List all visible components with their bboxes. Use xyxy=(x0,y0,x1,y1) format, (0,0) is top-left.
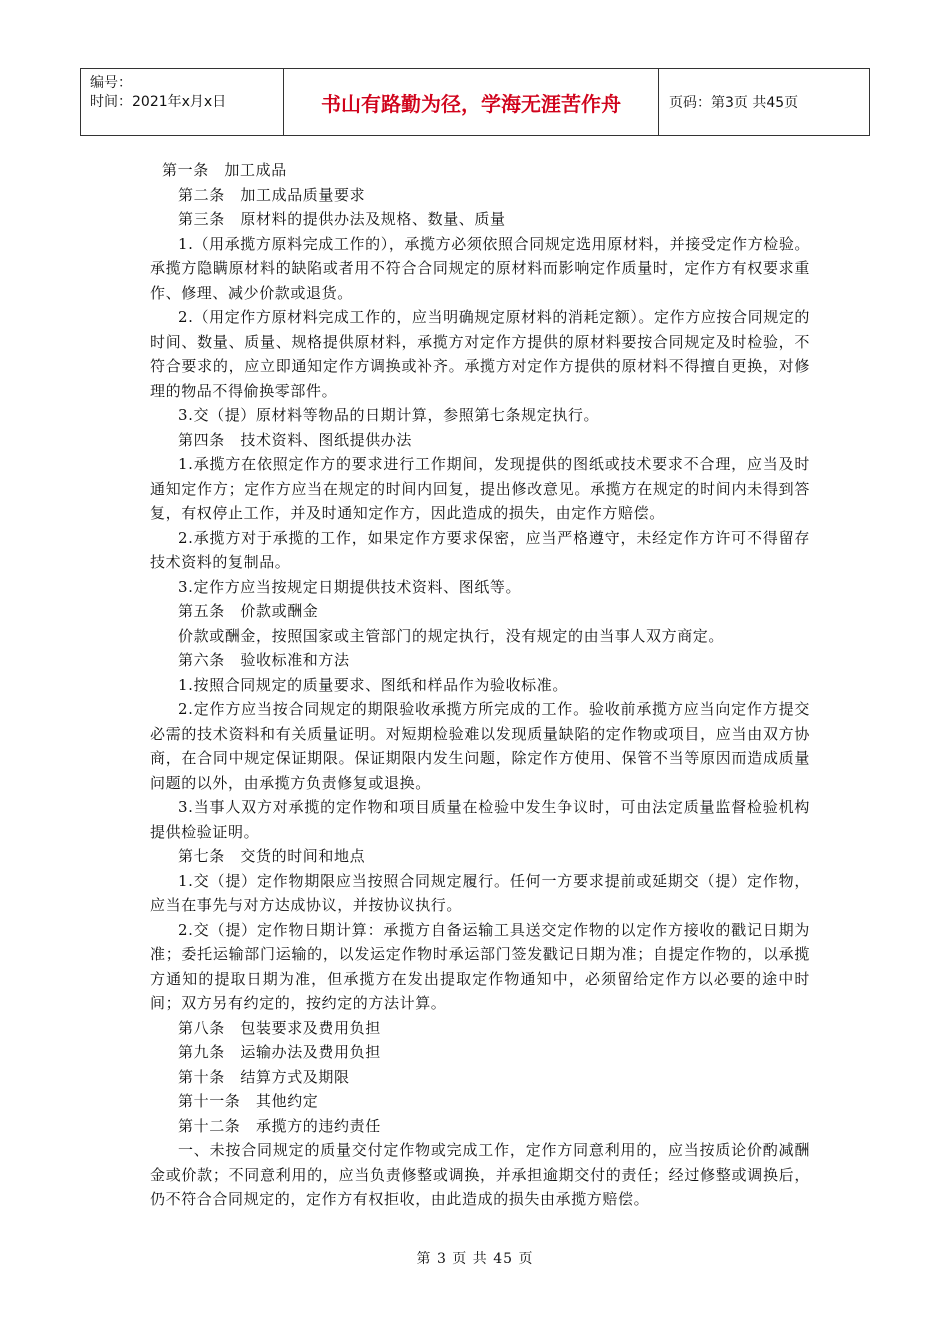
paragraph: 第九条 运输办法及费用负担 xyxy=(178,1043,381,1061)
paragraph: 第十条 结算方式及期限 xyxy=(178,1067,350,1086)
paragraph: 第八条 包装要求及费用负担 xyxy=(178,1018,381,1037)
paragraph: 3.当事人双方对承揽的定作物和项目质量在检验中发生争议时，可由法定质量监督检验机构提供检验证明。 xyxy=(150,798,810,841)
paragraph: 1.按照合同规定的质量要求、图纸和样品作为验收标准。 xyxy=(178,675,568,694)
paragraph: 3.定作方应当按规定日期提供技术资料、图纸等。 xyxy=(178,577,522,596)
paragraph: 一、未按合同规定的质量交付定作物或完成工作，定作方同意利用的，应当按质论价酌减酬金或价款；不同意利用的，应当负责修整或调换，并承担逾期交付的责任；经过修整或调换后，仍不符合合同规定的，定作方有权拒收，由此造成的损失由承揽方赔偿。 xyxy=(150,1141,810,1208)
paragraph: 第一条 加工成品 xyxy=(162,161,287,179)
page-header xyxy=(80,68,870,136)
paragraph: 1.承揽方在依照定作方的要求进行工作期间，发现提供的图纸或技术要求不合理，应当及时通知定作方；定作方应当在规定的时间内回复，提出修改意见。承揽方在规定的时间内未得到答复，有权停止工作，并及时通知定作方，因此造成的损失，由定作方赔偿。 xyxy=(150,455,810,522)
paragraph: 第七条 交货的时间和地点 xyxy=(178,847,366,865)
header-motto: 书山有路勤为径，学海无涯苦作舟 xyxy=(284,69,659,135)
paragraph: 第二条 加工成品质量要求 xyxy=(178,185,366,204)
paragraph: 第十二条 承揽方的违约责任 xyxy=(178,1116,381,1135)
number-label: 编号： xyxy=(90,75,132,91)
document-body xyxy=(150,158,810,1212)
date-label: 时间：2021年x月x日 xyxy=(90,94,227,110)
paragraph: 第十一条 其他约定 xyxy=(178,1092,319,1110)
paragraph: 价款或酬金，按照国家或主管部门的规定执行，没有规定的由当事人双方商定。 xyxy=(178,626,725,645)
paragraph: 3.交（提）原材料等物品的日期计算，参照第七条规定执行。 xyxy=(178,406,600,424)
paragraph: 1.交（提）定作物期限应当按照合同规定履行。任何一方要求提前或延期交（提）定作物，应当在事先与对方达成协议，并按协议执行。 xyxy=(150,871,810,914)
paragraph: 第六条 验收标准和方法 xyxy=(178,651,350,669)
header-meta xyxy=(81,69,284,135)
paragraph: 2.（用定作方原材料完成工作的，应当明确规定原材料的消耗定额）。定作方应按合同规定的时间、数量、质量、规格提供原材料，承揽方对定作方提供的原材料要按合同规定及时检验，不符合要求的，应立即通知定作方调换或补齐。承揽方对定作方提供的原材料不得擅自更换，对修理的物品不得偷换零部件。 xyxy=(150,308,811,400)
paragraph: 第五条 价款或酬金 xyxy=(178,602,319,620)
header-page-label: 页码：第3页 共45页 xyxy=(669,95,799,111)
paragraph: 第四条 技术资料、图纸提供办法 xyxy=(178,430,413,449)
paragraph: 2.定作方应当按合同规定的期限验收承揽方所完成的工作。验收前承揽方应当向定作方提交必需的技术资料和有关质量证明。对短期检验难以发现质量缺陷的定作物或项目，应当由双方协商，在合同中规定保证期限。保证期限内发生问题，除定作方使用、保管不当等原因而造成质量问题的以外，由承揽方负责修复或退换。 xyxy=(150,700,810,792)
page-footer: 第 3 页 共 45 页 xyxy=(416,1251,534,1267)
paragraph: 2.承揽方对于承揽的工作，如果定作方要求保密，应当严格遵守，未经定作方许可不得留存技术资料的复制品。 xyxy=(150,528,810,571)
paragraph: 1.（用承揽方原料完成工作的），承揽方必须依照合同规定选用原材料，并接受定作方检验。承揽方隐瞒原材料的缺陷或者用不符合合同规定的原材料而影响定作质量时，定作方有权要求重作、修理、减少价款或退货。 xyxy=(150,234,811,302)
paragraph: 2.交（提）定作物日期计算：承揽方自备运输工具送交定作物的以定作方接收的戳记日期为准；委托运输部门运输的，以发运定作物时承运部门签发戳记日期为准；自提定作物的，以承揽方通知的提取日期为准，但承揽方在发出提取定作物通知中，必须留给定作方以必要的途中时间；双方另有约定的，按约定的方法计算。 xyxy=(150,920,810,1012)
paragraph: 第三条 原材料的提供办法及规格、数量、质量 xyxy=(178,210,506,228)
